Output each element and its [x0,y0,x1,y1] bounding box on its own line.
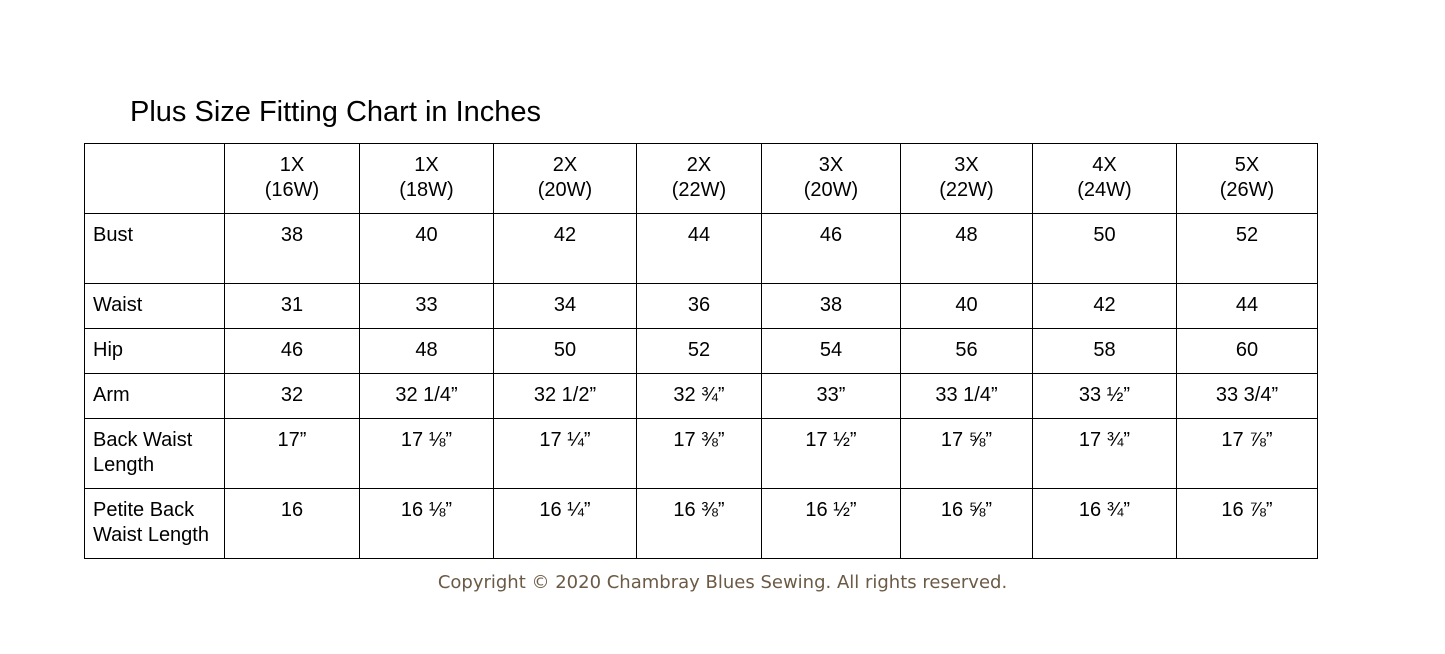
table-cell: 17” [225,419,360,489]
table-cell: 17 ½” [762,419,901,489]
table-cell: 16 [225,489,360,559]
table-cell: 32 [225,374,360,419]
header-width-code: (24W) [1077,179,1132,201]
table-cell: 16 ⅞” [1177,489,1318,559]
header-cell [360,144,494,214]
table-cell: 17 ⅝” [901,419,1033,489]
table-cell: 33 [360,284,494,329]
header-size: 2X [552,154,578,176]
table-row-waist [85,284,1318,329]
table-row-petite-back-waist-length [85,489,1318,559]
table-cell: 17 ⅛” [360,419,494,489]
table-cell: 42 [1033,284,1177,329]
row-label [85,419,225,489]
row-label-line1: Petite Back [93,499,195,521]
header-width-code: (22W) [939,179,994,201]
table-cell: 16 ½” [762,489,901,559]
header-cell [637,144,762,214]
row-label [85,214,225,284]
header-width-code: (26W) [1219,179,1275,201]
table-header-row [85,144,1318,214]
copyright-footer [0,570,1445,595]
row-label [85,284,225,329]
table-cell: 56 [901,329,1033,374]
row-label [85,374,225,419]
header-width-code: (22W) [671,179,727,201]
table-cell: 46 [225,329,360,374]
table-cell: 42 [494,214,637,284]
table-cell: 31 [225,284,360,329]
row-label-line1: Arm [93,384,130,406]
header-cell [225,144,360,214]
header-size: 1X [414,154,439,176]
fitting-chart-table [84,143,1318,559]
table-cell: 48 [360,329,494,374]
header-width-code: (16W) [264,179,320,201]
table-cell: 52 [1177,214,1318,284]
table-cell: 60 [1177,329,1318,374]
table-cell: 16 ¾” [1033,489,1177,559]
table-cell: 40 [901,284,1033,329]
table-cell: 46 [762,214,901,284]
header-size: 3X [954,154,979,176]
row-label-line2: Waist Length [93,524,209,546]
table-cell: 17 ¾” [1033,419,1177,489]
table-cell: 33 1/4” [901,374,1033,419]
row-label-line1: Hip [93,339,124,361]
table-cell: 17 ⅜” [637,419,762,489]
header-cell [762,144,901,214]
header-width-code: (20W) [803,179,859,201]
table-row-back-waist-length [85,419,1318,489]
header-size: 2X [686,154,712,176]
table-cell: 44 [637,214,762,284]
table-cell: 58 [1033,329,1177,374]
header-cell [901,144,1033,214]
table-cell: 16 ⅜” [637,489,762,559]
row-label-line2: Length [93,454,155,476]
table-cell: 32 1/2” [494,374,637,419]
table-cell: 34 [494,284,637,329]
table-cell: 50 [1033,214,1177,284]
row-label [85,329,225,374]
copyright-text: Copyright © 2020 Chambray Blues Sewing. All rights reserved. [437,572,1008,593]
table-row-arm [85,374,1318,419]
table-cell: 52 [637,329,762,374]
table-cell: 44 [1177,284,1318,329]
header-cell-empty [85,144,225,214]
row-label [85,489,225,559]
header-cell [494,144,637,214]
table-cell: 33 3/4” [1177,374,1318,419]
table-cell: 16 ⅝” [901,489,1033,559]
table-cell: 36 [637,284,762,329]
row-label-line1: Bust [93,224,134,246]
header-size: 1X [279,154,305,176]
header-width-code: (20W) [537,179,593,201]
header-cell [1033,144,1177,214]
header-width-code: (18W) [399,179,454,201]
table-cell: 54 [762,329,901,374]
table-cell: 16 ¼” [494,489,637,559]
table-cell: 33 ½” [1033,374,1177,419]
table-cell: 40 [360,214,494,284]
row-label-line1: Back Waist [93,429,193,451]
table-cell: 17 ⅞” [1177,419,1318,489]
table-cell: 17 ¼” [494,419,637,489]
table-cell: 38 [225,214,360,284]
table-cell: 50 [494,329,637,374]
table-cell: 33” [762,374,901,419]
header-size: 3X [818,154,844,176]
table-row-hip [85,329,1318,374]
table-row-bust [85,214,1318,284]
table-cell: 48 [901,214,1033,284]
table-cell: 32 1/4” [360,374,494,419]
header-cell [1177,144,1318,214]
page-title: Plus Size Fitting Chart in Inches [130,96,542,128]
header-size: 4X [1092,154,1117,176]
table-cell: 38 [762,284,901,329]
table-cell: 16 ⅛” [360,489,494,559]
row-label-line1: Waist [93,294,143,316]
table-cell: 32 ¾” [637,374,762,419]
header-size: 5X [1234,154,1260,176]
